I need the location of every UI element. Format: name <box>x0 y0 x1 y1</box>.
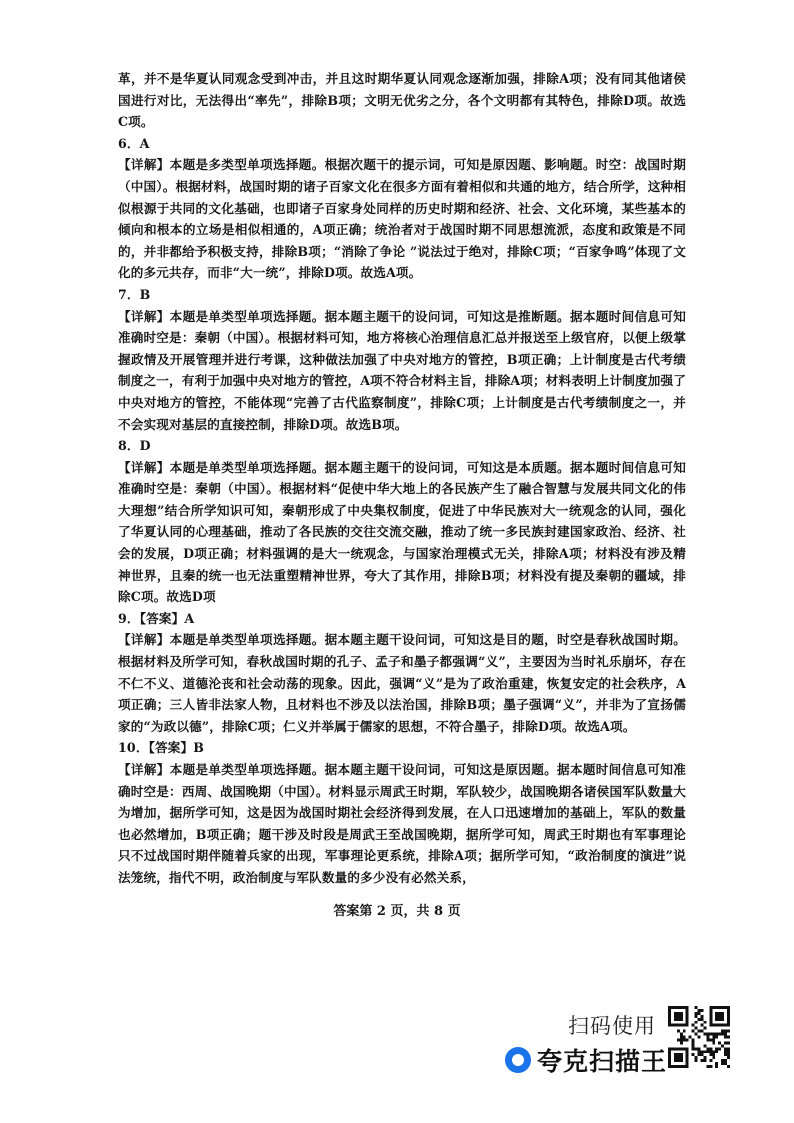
brand-name: 夸克扫描王 <box>537 1047 668 1076</box>
brand-logo-icon <box>505 1047 531 1073</box>
page-footer: 答案第 2 页，共 8 页 <box>333 904 461 919</box>
qr-code-icon[interactable] <box>668 1006 730 1068</box>
explanation-paragraph: 【详解】本题是单类型单项选择题。据本题主题干的设问词，可知这是推断题。据本题时间信息可知准确时空是：秦朝（中国）。根据材料可知，地方将核心治理信息汇总并报送至上级官府，以便上级掌握政情及开展管理并进行考课，这种做法加强了中央对地方的管控，B项正确；上计制度是古代考绩制度之一，有利于加强中央对地方的管控，A项不符合材料主旨，排除A项；材料表明上计制度加强了中央对地方的管控，不能体现“完善了古代监察制度”，排除C项；上计制度是古代考绩制度之一，并不会实现对基层的直接控制，排除D项。故选B项。 <box>118 308 686 432</box>
question-number: 9．【答案】A <box>118 610 195 626</box>
explanation-paragraph: 【详解】本题是多类型单项选择题。根据次题干的提示词，可知是原因题、影响题。时空：战国时期（中国）。根据材料，战国时期的诸子百家文化在很多方面有着相似和共通的地方，结合所学，这种相似根源于共同的文化基础，也即诸子百家身处同样的历史时期和经济、社会、文化环境，某些基本的倾向和根本的立场是相似相通的，A项正确；统治者对于战国时期不同思想流派，态度和政策是不同的，并非都给予积极支持，排除B项；“消除了争论 ”说法过于绝对，排除C项；“百家争鸣”体现了文化的多元共存，而非“大一统”，排除D项。故选A项。 <box>118 157 686 281</box>
scanner-brand <box>505 1043 667 1077</box>
question-number: 8．D <box>118 438 151 454</box>
question-number: 7．B <box>118 286 151 302</box>
explanation-paragraph: 革，并不是华夏认同观念受到冲击，并且这时期华夏认同观念逐渐加强，排除A项；没有同其他诸侯国进行对比，无法得出“率先”，排除B项；文明无优劣之分，各个文明都有其特色，排除D项。故选C项。 <box>118 71 686 130</box>
explanation-paragraph: 【详解】本题是单类型单项选择题。据本题主题干的设问词，可知这是本质题。据本题时间信息可知准确时空是：秦朝（中国）。根据材料“促使中华大地上的各民族产生了融合智慧与发展共同文化的伟大理想”结合所学知识可知，秦朝形成了中央集权制度，促进了中华民族对大一统观念的认同，强化了华夏认同的心理基础，推动了各民族的交往交流交融，推动了统一多民族封建国家政治、经济、社会的发展，D项正确；材料强调的是大一统观念，与国家治理模式无关，排除A项；材料没有涉及精神世界，且秦的统一也无法重塑精神世界，夸大了其作用，排除B项；材料没有提及秦朝的疆域，排除C项。故选D项 <box>118 459 686 605</box>
explanation-paragraph: 【详解】本题是单类型单项选择题。据本题主题干设问词，可知这是原因题。据本题时间信息可知准确时空是：西周、战国晚期（中国）。材料显示周武王时期，军队较少，战国晚期各诸侯国军队数量大为增加，据所学可知，这是因为战国时期社会经济得到发展，在人口迅速增加的基础上，军队的数量也必然增加，B项正确；题干涉及时段是周武王至战国晚期，据所学可知，周武王时期也有军事理论只不过战国时期伴随着兵家的出现，军事理论更系统，排除A项；据所学可知，“政治制度的演进”说法笼统，指代不明，政治制度与军队数量的多少没有必然关系， <box>118 762 686 885</box>
document-body <box>118 68 686 889</box>
question-number: 10．【答案】B <box>118 740 205 756</box>
question-number: 6．A <box>118 135 150 151</box>
explanation-paragraph: 【详解】本题是单类型单项选择题。据本题主题干设问词，可知这是目的题，时空是春秋战国时期。根据材料及所学可知，春秋战国时期的孔子、孟子和墨子都强调“义”，主要因为当时礼乐崩坏，存在不仁不义、道德沦丧和社会动荡的现象。因此，强调“义”是为了政治重建，恢复安定的社会秩序，A项正确；三人皆非法家人物，且材料也不涉及以法治国，排除B项；墨子强调“义”，并非为了宣扬儒家的“为政以德”，排除C项；仁义并举属于儒家的思想，不符合墨子，排除D项。故选A项。 <box>118 632 686 734</box>
scan-caption: 扫码使用 <box>568 1014 656 1038</box>
